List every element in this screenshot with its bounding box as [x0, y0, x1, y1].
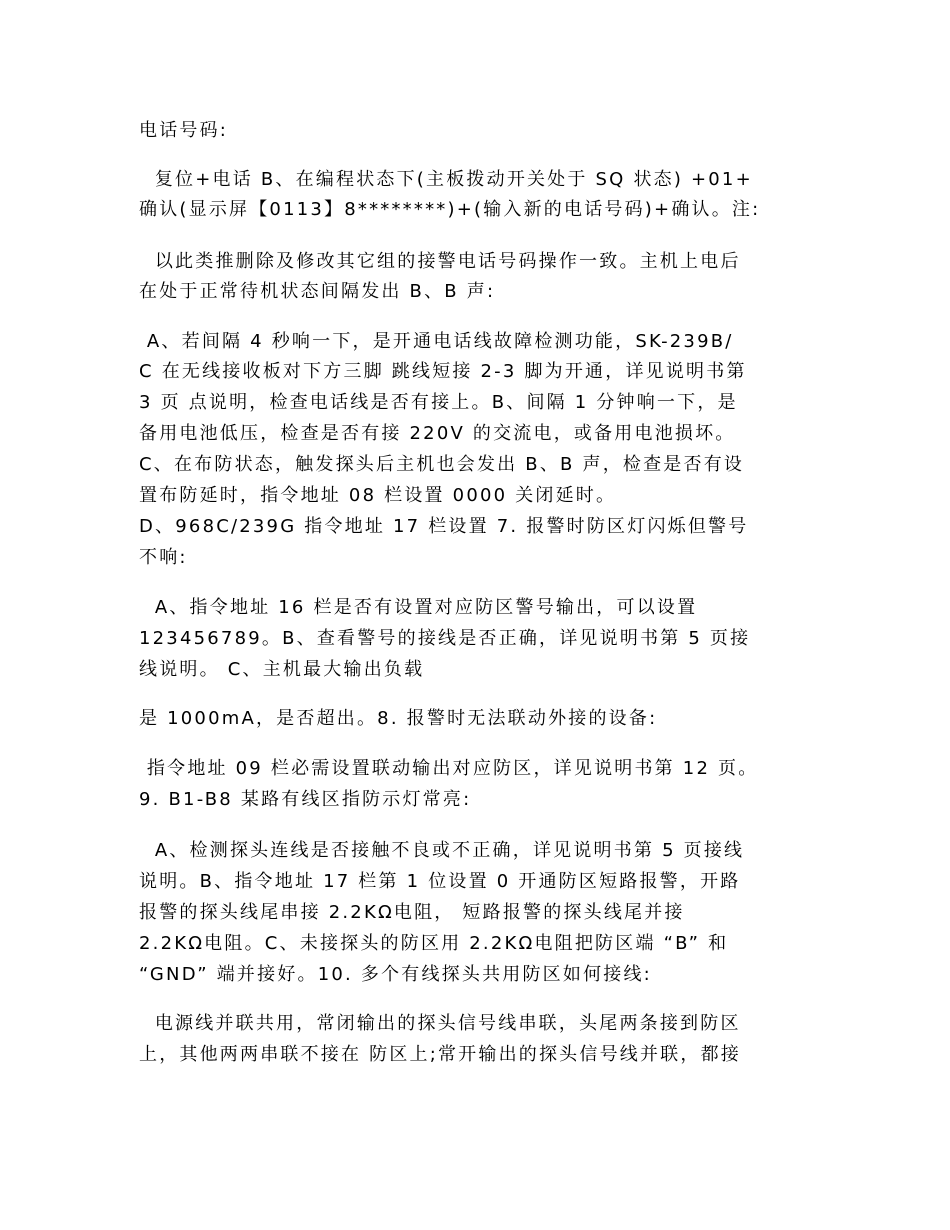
text-line: D、968C/239G 指令地址 17 栏设置 7. 报警时防区灯闪烁但警号: [139, 516, 749, 537]
text-line: 指令地址 09 栏必需设置联动输出对应防区，详见说明书第 12 页。: [139, 758, 759, 779]
text-line: 确认(显示屏【0113】8********)+(输入新的电话号码)+确认。注:: [139, 199, 761, 220]
text-line: C 在无线接收板对下方三脚 跳线短接 2-3 脚为开通，详见说明书第: [139, 361, 747, 382]
text-line: 不响:: [139, 547, 188, 568]
text-line: A、检测探头连线是否接触不良或不正确，详见说明书第 5 页接线: [139, 840, 745, 861]
text-line: 复位+电话 B、在编程状态下(主板拨动开关处于 SQ 状态) +01+: [139, 169, 753, 190]
text-line: 电话号码:: [139, 120, 229, 141]
text-line: 9. B1-B8 某路有线区指防示灯常亮:: [139, 789, 472, 810]
text-line: 线说明。 C、主机最大输出负载: [139, 659, 425, 680]
text-line: 置布防延时，指令地址 08 栏设置 0000 关闭延时。: [139, 485, 617, 506]
text-line: 说明。B、指令地址 17 栏第 1 位设置 0 开通防区短路报警，开路: [139, 871, 741, 892]
text-line: A、指令地址 16 栏是否有设置对应防区警号输出，可以设置: [139, 597, 698, 618]
text-line: 3 页 点说明，检查电话线是否有接上。B、间隔 1 分钟响一下，是: [139, 392, 738, 413]
text-line: 123456789。B、查看警号的接线是否正确，详见说明书第 5 页接: [139, 628, 751, 649]
text-line: 备用电池低压，检查是否有接 220V 的交流电，或备用电池损坏。: [139, 423, 736, 444]
text-line: 报警的探头线尾串接 2.2KΩ电阻， 短路报警的探头线尾并接: [139, 902, 685, 923]
text-line: 上，其他两两串联不接在 防区上;常开输出的探头信号线并联，都接: [139, 1044, 741, 1065]
text-line: 以此类推删除及修改其它组的接警电话号码操作一致。主机上电后: [139, 251, 741, 272]
text-line: 2.2KΩ电阻。C、未接探头的防区用 2.2KΩ电阻把防区端 “B” 和: [139, 933, 729, 954]
text-line: 是 1000mA，是否超出。8. 报警时无法联动外接的设备:: [139, 708, 658, 729]
text-line: “GND” 端并接好。10. 多个有线探头共用防区如何接线:: [139, 964, 652, 985]
text-line: 在处于正常待机状态间隔发出 B、B 声:: [139, 281, 496, 302]
text-line: A、若间隔 4 秒响一下，是开通电话线故障检测功能，SK-239B/: [139, 331, 734, 352]
text-line: 电源线并联共用，常闭输出的探头信号线串联，头尾两条接到防区: [139, 1013, 741, 1034]
text-line: C、在布防状态，触发探头后主机也会发出 B、B 声，检查是否有设: [139, 454, 745, 475]
